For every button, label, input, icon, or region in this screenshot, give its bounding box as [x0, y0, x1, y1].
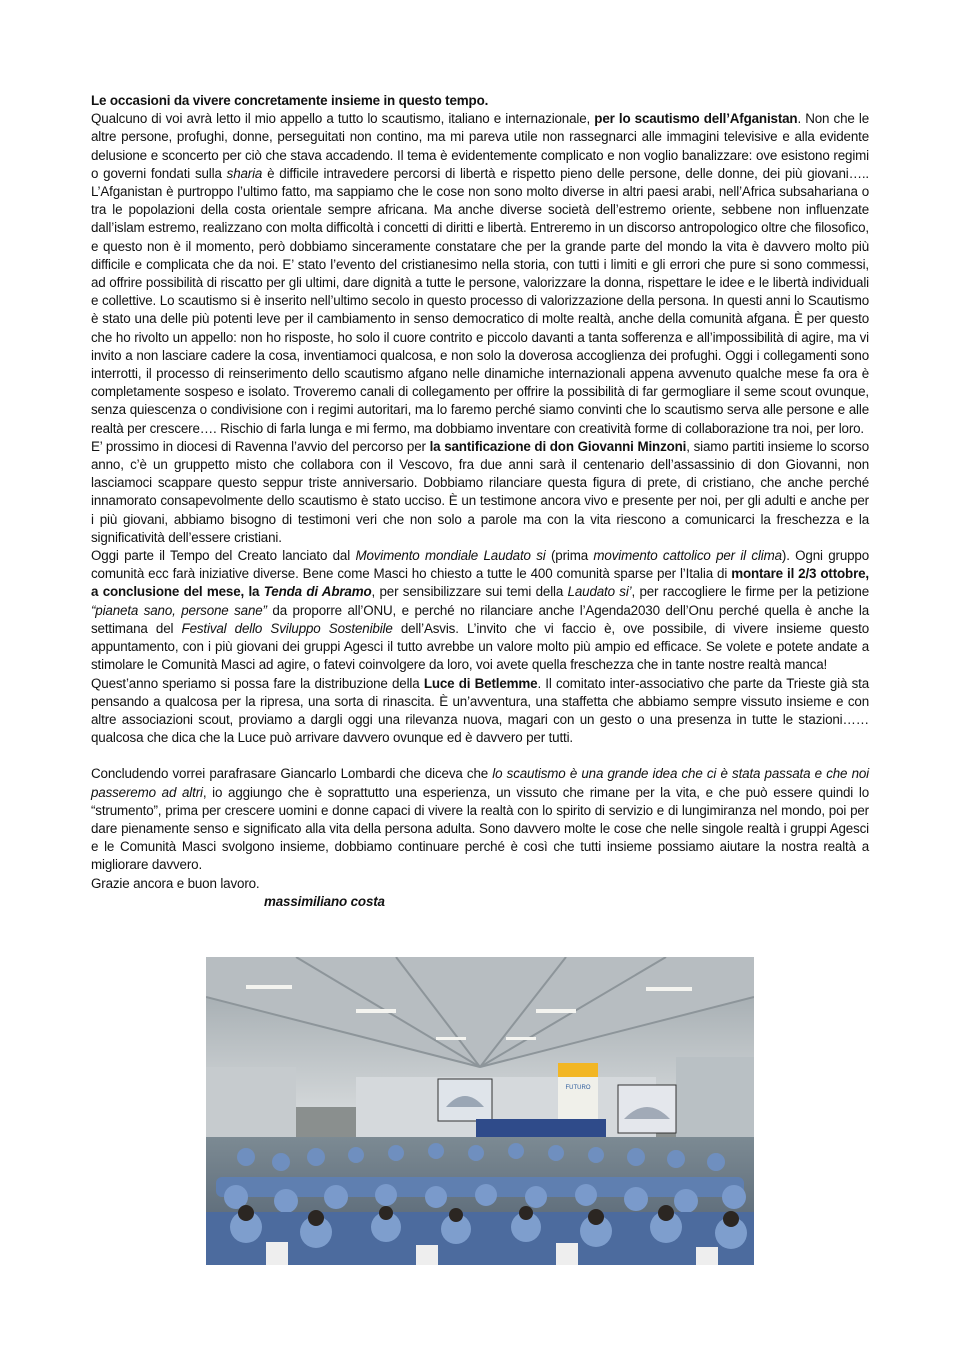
p3-run: ). Ogni gruppo comunità ecc farà iniziative diverse. Bene come Masci ho chiesto a tutte le 400 comunità sparse per l’Italia di: [91, 548, 870, 582]
paragraph-luce-di-betlemme: [91, 675, 869, 748]
paragraph-spacer: [91, 747, 869, 765]
p5-run: , io aggiungo che è soprattutto una esperienza, un vissuto che rimane per la vita, e che può essere quindi lo “strumento”, prima per crescere uomini e donne capaci di vivere la realtà con lo spirito di servizio e di lungimiranza nel mondo, poi per dare pienamente senso e significato alla vita della persona adulta. Sono davvero molte le cose che nelle singole realtà i gruppi Agesci e le Comunità Masci svolgono insieme, dobbiamo continuare perché è così che tutti insieme possiamo aiutare la nostra realtà a migliorare davvero.: [91, 784, 870, 873]
p5-run: Concludendo vorrei parafrasare Giancarlo Lombardi che diceva che: [91, 766, 493, 782]
p4-run: . Il comitato inter-associativo che parte da Trieste già sta pensando a qualcosa per la ripresa, una sorta di rinascita. È un’avventura, una staffetta che abbiamo sempre vissuto insieme e con altre associazioni scout, proviamo a dargli oggi una rilevanza nuova, magari con un gesto o una presenza in tutte le stazioni…… qualcosa che dica che la Luce può arrivare davvero ovunque ed è davvero per tutti.: [91, 675, 869, 746]
p2-run: , siamo partiti insieme lo scorso anno, c’è un gruppetto misto che collabora con il Vescovo, fra due anni sarà il centenario dell’assassinio di don Giovanni, non lasciamoci scappare questo seppur triste anniversario. Dobbiamo rilanciare questa figura di prete, di cristiano, che anche perché innamorato consapevolmente dello scautismo è stato ucciso. È un testimone ancora vivo e presente per noi, per gli adulti e anche per i più giovani, abbiamo bisogno di testimoni veri che non solo a parole ma con la vita riescono a comunicarci la freschezza e la significatività dell’essere cristiani.: [91, 438, 870, 545]
p3-run: , per raccogliere le firme per la petizione: [631, 584, 869, 600]
article-body: [91, 92, 869, 911]
paragraph-tempo-del-creato: [91, 547, 869, 674]
p3-run: Festival dello Sviluppo Sostenibile: [181, 620, 393, 636]
closing-line: Grazie ancora e buon lavoro.: [91, 875, 260, 891]
p3-run: movimento cattolico per il clima: [593, 548, 782, 564]
p3-run: da proporre all’ONU, e perché no rilanciare anche l’Agenda2030 dell’Onu perché quella è anche la settimana del: [91, 602, 869, 636]
paragraph-afghanistan: [91, 110, 869, 438]
p3-run: “pianeta sano, persone sane”: [91, 602, 267, 618]
p3-run: , per sensibilizzare sui temi della: [371, 584, 568, 600]
p1-run: è difficile intravedere percorsi di libertà e rispetto pieno delle persone, delle donne, dei più giovani….. L’Afganistan è purtroppo l’ultimo fatto, ma sappiamo che le cose non sono molto diverse in altri paesi arabi, nell’Africa subsahariana o tra le popolazioni della costa orientale sempre africana. Ma anche diverse società dell’estremo oriente, sebbene non influenzate dall’islam estremo, realizzano con molta difficoltà i concetti di diritti e libertà. Entreremo in un discorso antropologico oltre che filosofico, e questo non è il momento, però dobbiamo sinceramente constatare che per la grande parte del mondo la vita è davvero molto più difficile e complicata che da noi. E’ stato l’evento del cristianesimo nella storia, con tutti i limiti e gli errori che pure si sono commessi, ad offrire possibilità di riscatto per gli ultimi, dare dignità a tutte le persone, valorizzare la donna, rispettare le idee e le libertà individuali e collettive. Lo scautismo si è inserito nell’ultimo secolo in questo processo di valorizzazione della persona. In questi anni lo Scautismo è stato una delle più potenti leve per il cambiamento in senso democratico di molte realtà, anche della comunità afgana. È per questo che ho rivolto un appello: non ho risposte, ho solo il cuore contrito e piccolo davanti a tanta sofferenza e all’impossibilità di agire, ma vi invito a non lasciare cadere la cosa, inventiamoci qualcosa, e non solo la doverosa accoglienza dei profughi. Oggi i collegamenti sono interrotti, il processo di reinserimento dello scautismo afgano nelle dinamiche internazionali appena avvenuto qualche mese fa ora è completamente sospeso e isolato. Troveremo canali di collegamento per offrire la possibilità di far germogliare il seme scout ovunque, senza quiescenza o condivisione con i regimi autoritari, ma lo faremo perché siamo convinti che lo scautismo serva alle persone e alle realtà per crescere…. Rischio di farla lunga e mi fermo, ma dobbiamo inventare con creatività forme di collaborazione tra noi, per loro.: [91, 165, 869, 436]
conference-photo: [206, 957, 754, 1265]
p3-run: Laudato si’: [567, 584, 632, 600]
p3-run: Tenda di Abramo: [263, 584, 372, 600]
p3-run: (prima: [545, 548, 594, 564]
p1-run: . Non che le altre persone, profughi, donne, perseguitati non contino, ma mi pareva utile non rassegnarci alle immagini televisive e alla evidente delusione e sconcerto per ciò che stava accadendo. Il tema è evidentemente complicato e non voglio banalizzare: ove esistono regimi o governi fondati sulla: [91, 111, 869, 181]
article-heading: Le occasioni da vivere concretamente insieme in questo tempo.: [91, 93, 489, 108]
paragraph-conclusion: [91, 765, 869, 874]
p2-run: la santificazione di don Giovanni Minzoni: [429, 438, 687, 454]
paragraph-minzoni: [91, 438, 869, 547]
p4-run: Quest’anno speriamo si possa fare la distribuzione della: [91, 675, 424, 691]
p1-run: per lo scautismo dell’Afganistan: [594, 111, 798, 127]
signature: massimiliano costa: [264, 893, 385, 909]
p3-run: dell’Asvis. L’invito che vi faccio è, ove possibile, di vivere insieme questo appuntamento, con i più giovani dei gruppi Agesci il tutto avrebbe un valore molto più ampio ed efficace. Se volete e potete andate a stimolare le Comunità Masci ad agire, o fatevi coinvolgere da loro, voi avete quella freschezza che in tante nostre realtà manca!: [91, 620, 870, 673]
p4-run: Luce di Betlemme: [423, 675, 538, 691]
p3-run: Movimento mondiale Laudato si: [355, 548, 546, 564]
p2-run: E’ prossimo in diocesi di Ravenna l’avvio del percorso per: [91, 438, 430, 454]
svg-text:FUTURO: FUTURO: [565, 1085, 591, 1091]
p3-run: montare il 2/3 ottobre, a conclusione del mese, la: [91, 566, 869, 600]
p1-run: sharia: [226, 165, 263, 181]
p3-run: Oggi parte il Tempo del Creato lanciato dal: [91, 548, 356, 564]
p1-run: Qualcuno di voi avrà letto il mio appello a tutto lo scautismo, italiano e internazionale,: [91, 111, 595, 127]
conference-photo-illustration: [206, 957, 754, 1265]
p5-run: lo scautismo è una grande idea che ci è stata passata e che noi passeremo ad altri: [91, 766, 869, 800]
